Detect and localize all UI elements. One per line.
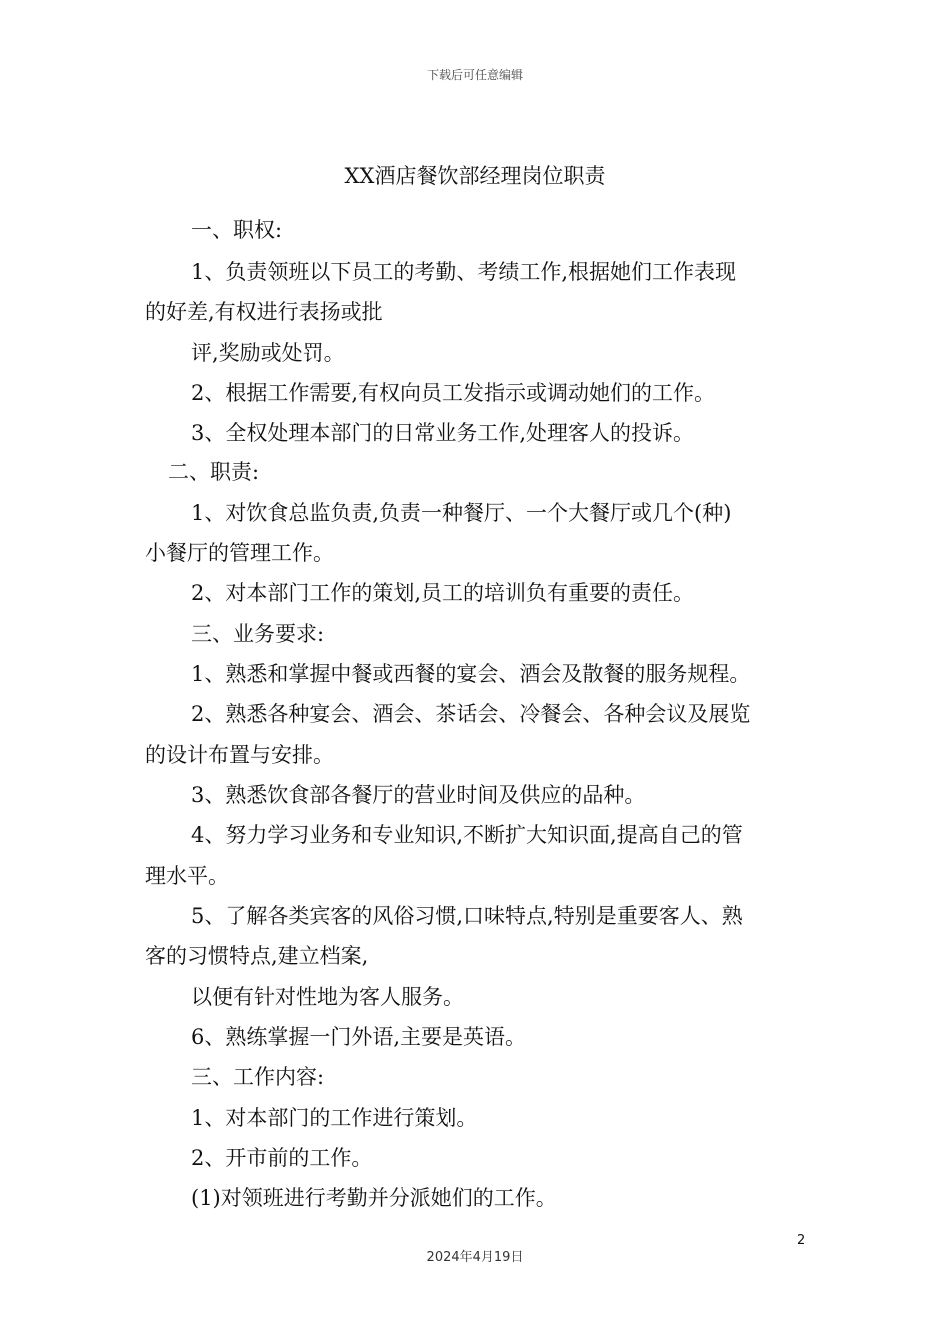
paragraph-line: 1、负责领班以下员工的考勤、考绩工作,根据她们工作表现 bbox=[191, 260, 737, 284]
paragraph-line: 理水平。 bbox=[145, 864, 229, 888]
section-heading: 一、职权: bbox=[191, 218, 283, 242]
paragraph-line: 的好差,有权进行表扬或批 bbox=[145, 300, 383, 324]
page-number: 2 bbox=[797, 1233, 806, 1248]
paragraph-line: (1)对领班进行考勤并分派她们的工作。 bbox=[191, 1186, 557, 1210]
paragraph-line: 6、熟练掌握一门外语,主要是英语。 bbox=[191, 1025, 527, 1049]
section-heading: 三、业务要求: bbox=[191, 622, 325, 646]
paragraph-line: 1、对本部门的工作进行策划。 bbox=[191, 1106, 478, 1130]
paragraph-line: 以便有针对性地为客人服务。 bbox=[191, 985, 464, 1009]
paragraph-line: 小餐厅的管理工作。 bbox=[145, 541, 334, 565]
section-heading: 三、工作内容: bbox=[191, 1065, 325, 1089]
paragraph-line: 评,奖励或处罚。 bbox=[191, 341, 345, 365]
paragraph-line: 客的习惯特点,建立档案, bbox=[145, 944, 369, 968]
paragraph-line: 2、开市前的工作。 bbox=[191, 1146, 373, 1170]
paragraph-line: 1、熟悉和掌握中餐或西餐的宴会、酒会及散餐的服务规程。 bbox=[191, 662, 751, 686]
paragraph-line: 2、熟悉各种宴会、酒会、茶话会、冷餐会、各种会议及展览 bbox=[191, 702, 751, 726]
section-heading: 二、职责: bbox=[168, 460, 260, 484]
page-header: 下载后可任意编辑 bbox=[426, 68, 523, 82]
paragraph-line: 的设计布置与安排。 bbox=[145, 743, 334, 767]
paragraph-line: 2、根据工作需要,有权向员工发指示或调动她们的工作。 bbox=[191, 381, 716, 405]
paragraph-line: 3、熟悉饮食部各餐厅的营业时间及供应的品种。 bbox=[191, 783, 646, 807]
paragraph-line: 4、努力学习业务和专业知识,不断扩大知识面,提高自己的管 bbox=[191, 823, 743, 847]
paragraph-line: 3、全权处理本部门的日常业务工作,处理客人的投诉。 bbox=[191, 421, 695, 445]
paragraph-line: 5、了解各类宾客的风俗习惯,口味特点,特别是重要客人、熟 bbox=[191, 904, 743, 928]
paragraph-line: 2、对本部门工作的策划,员工的培训负有重要的责任。 bbox=[191, 581, 695, 605]
page-footer-date: 2024年4月19日 bbox=[426, 1250, 524, 1265]
document-title: XX酒店餐饮部经理岗位职责 bbox=[344, 164, 606, 188]
paragraph-line: 1、对饮食总监负责,负责一种餐厅、一个大餐厅或几个(种) bbox=[191, 501, 732, 525]
